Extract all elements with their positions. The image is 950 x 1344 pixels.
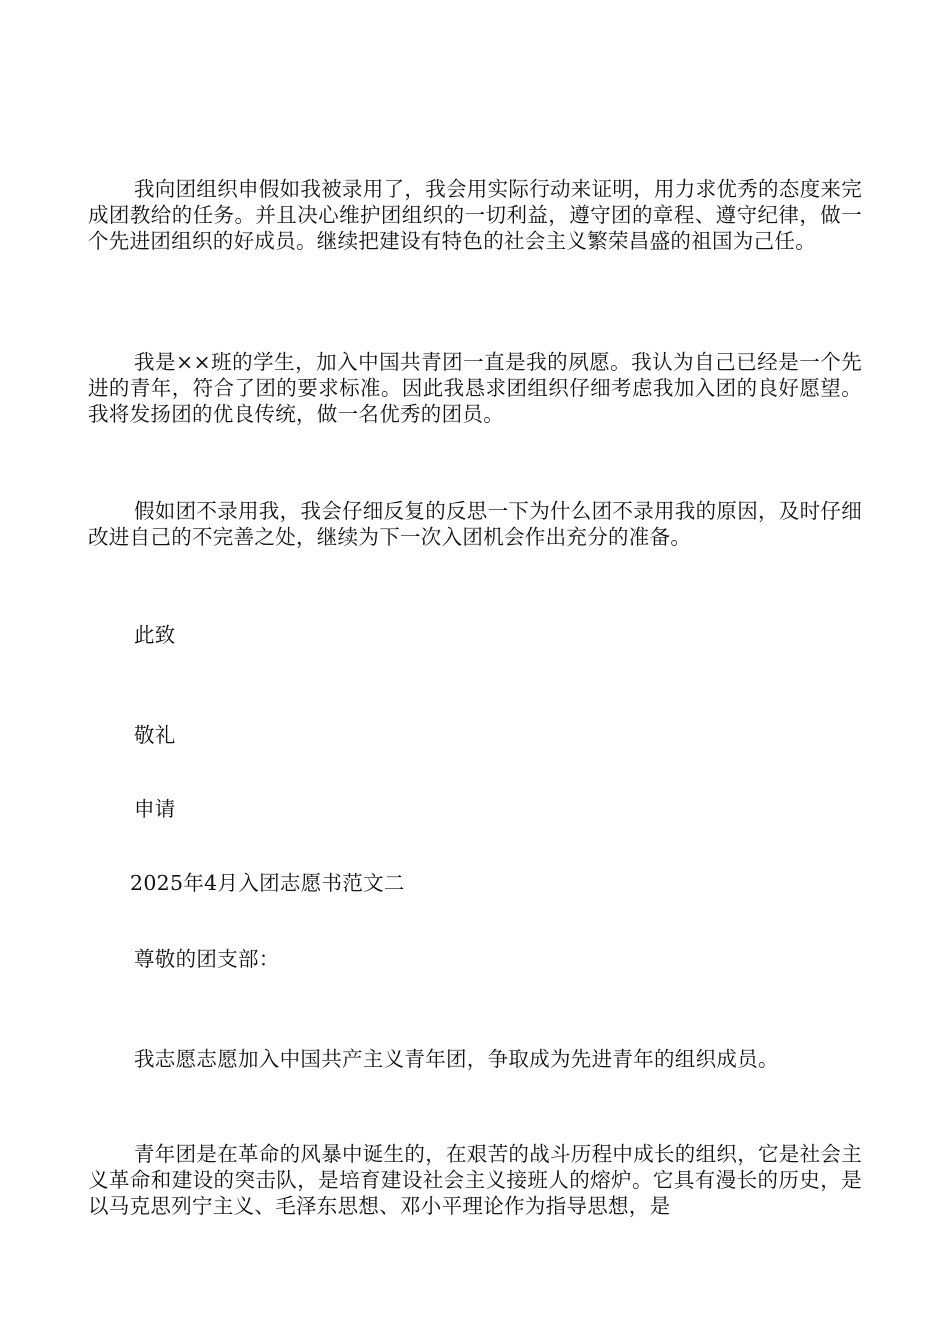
closing-jingli: 敬礼: [134, 723, 176, 747]
paragraph-3: 假如团不录用我，我会仔细反复的反思一下为什么团不录用我的原因，及时仔细改进自己的不完善之处，继续为下一次入团机会作出充分的准备。: [88, 499, 862, 549]
paragraph-2: 我是××班的学生，加入中国共青团一直是我的夙愿。我认为自己已经是一个先进的青年，符合了团的要求标准。因此我恳求团组织仔细考虑我加入团的良好愿望。我将发扬团的优良传统，做一名优秀的团员。: [88, 350, 862, 426]
paragraph-1: 我向团组织申假如我被录用了，我会用实际行动来证明，用力求优秀的态度来完成团教给的任务。并且决心维护团组织的一切利益，遵守团的章程、遵守纪律，做一个先进团组织的好成员。继续把建设有特色的社会主义繁荣昌盛的祖国为己任。: [88, 177, 862, 253]
section-title: 2025年4月入团志愿书范文二: [130, 871, 405, 895]
salutation: 尊敬的团支部：: [134, 947, 280, 971]
paragraph-4: 我志愿志愿加入中国共产主义青年团，争取成为先进青年的组织成员。: [134, 1047, 779, 1071]
closing-cizhi: 此致: [134, 623, 176, 647]
paragraph-5: 青年团是在革命的风暴中诞生的，在艰苦的战斗历程中成长的组织，它是社会主义革命和建设的突击队，是培育建设社会主义接班人的熔炉。它具有漫长的历史，是以马克思列宁主义、毛泽东思想、邓小平理论作为指导思想，是: [88, 1142, 862, 1218]
signature: 申请: [134, 797, 176, 821]
